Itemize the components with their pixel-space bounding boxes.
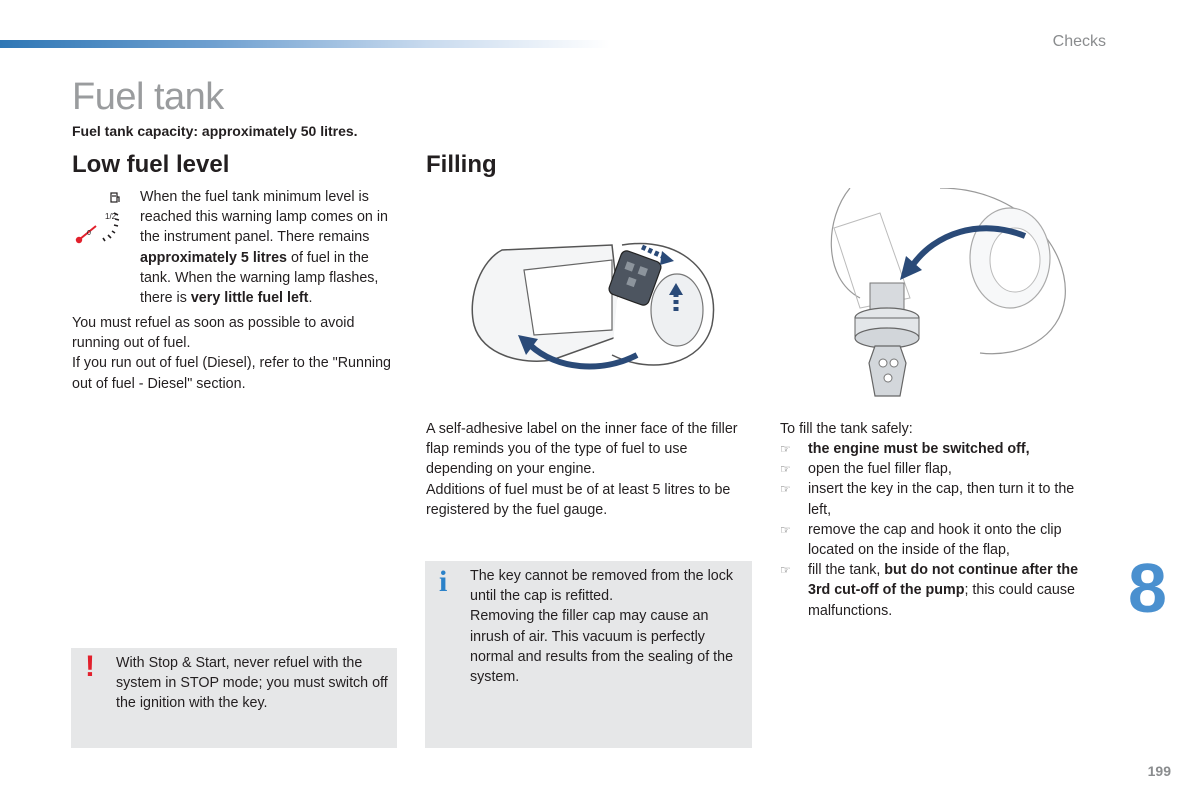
filler-cap-illustration [820, 188, 1078, 406]
fuel-pump-icon [111, 193, 119, 202]
refuel-advice-line: You must refuel as soon as possible to avoid running out of fuel. [72, 315, 355, 352]
info-box [425, 561, 752, 748]
minimum-fuel-paragraph: Additions of fuel must be of at least 5 litres to be registered by the fuel gauge. [426, 481, 731, 518]
info-text [470, 566, 740, 687]
lamp-text-3: . [308, 290, 313, 307]
refuel-advice [72, 313, 402, 394]
step-bold-text: but do not continue after the 3rd cut-off of the pump [808, 562, 1079, 599]
filling-heading: Filling [426, 151, 497, 178]
fuel-label-paragraph: A self-adhesive label on the inner face of the filler flap reminds you of the type of fuel to use depending on your engine. [426, 421, 738, 478]
step-text-end: ; this could cause malfunctions. [808, 582, 1075, 619]
list-item [780, 560, 1100, 621]
fuel-gauge-icon [74, 188, 136, 250]
header-accent-bar [0, 40, 610, 48]
car-key-icon [869, 346, 906, 396]
warning-box [71, 648, 397, 748]
info-vacuum-paragraph: Removing the filler cap may cause an inrush of air. This vacuum is perfectly normal and results from the sealing of the system. [470, 608, 734, 686]
filling-steps-list [780, 439, 1100, 621]
lamp-text-1: When the fuel tank minimum level is reached this warning lamp comes on in the instrument panel. There remains [140, 189, 388, 246]
lamp-bold-2: very little fuel left [190, 290, 309, 307]
safe-filling-intro: To fill the tank safely: [780, 421, 913, 437]
pointing-hand-icon: ☞ [780, 522, 791, 537]
step-text: the engine must be switched off, [808, 441, 1030, 457]
step-text: fill the tank, [808, 562, 885, 579]
list-item [780, 520, 1100, 560]
step-text: open the fuel filler flap, [808, 461, 952, 478]
warning-lamp-description [140, 187, 402, 308]
pointing-hand-icon: ☞ [780, 462, 791, 477]
diesel-reference: If you run out of fuel (Diesel), refer to the "Running out of fuel - Diesel" section. [72, 355, 391, 392]
pointing-hand-icon: ☞ [780, 442, 791, 456]
fuel-cap-icon [855, 283, 919, 348]
section-label: Checks [1052, 33, 1106, 50]
lamp-bold-1: approximately 5 litres [140, 249, 288, 266]
pointing-hand-icon: ☞ [780, 482, 791, 497]
warning-icon: ! [85, 650, 95, 683]
chapter-number: 8 [1128, 549, 1167, 627]
page-number: 199 [1147, 763, 1171, 779]
step-text: remove the cap and hook it onto the clip located on the inside of the flap, [808, 521, 1062, 559]
list-item [780, 459, 1100, 479]
info-key-paragraph: The key cannot be removed from the lock until the cap is refitted. [470, 568, 734, 605]
capacity-note: Fuel tank capacity: approximately 50 litres. [72, 123, 358, 139]
step-text: insert the key in the cap, then turn it to the left, [808, 481, 1075, 518]
low-fuel-heading: Low fuel level [72, 151, 230, 178]
page-title: Fuel tank [72, 76, 224, 118]
gauge-zero-label: 0 [87, 230, 91, 237]
list-item [780, 479, 1100, 519]
lamp-text-2: of fuel in the tank. When the warning lamp flashes, there is [140, 249, 379, 307]
pointing-hand-icon: ☞ [780, 563, 791, 578]
fuel-label-note [426, 419, 756, 520]
info-icon: i [439, 565, 448, 598]
list-item [780, 439, 1100, 459]
gauge-half-label: 1/2 [105, 212, 117, 221]
filler-flap-illustration [462, 215, 730, 380]
warning-text: With Stop & Start, never refuel with the system in STOP mode; you must switch off the ignition with the key. [116, 655, 388, 712]
